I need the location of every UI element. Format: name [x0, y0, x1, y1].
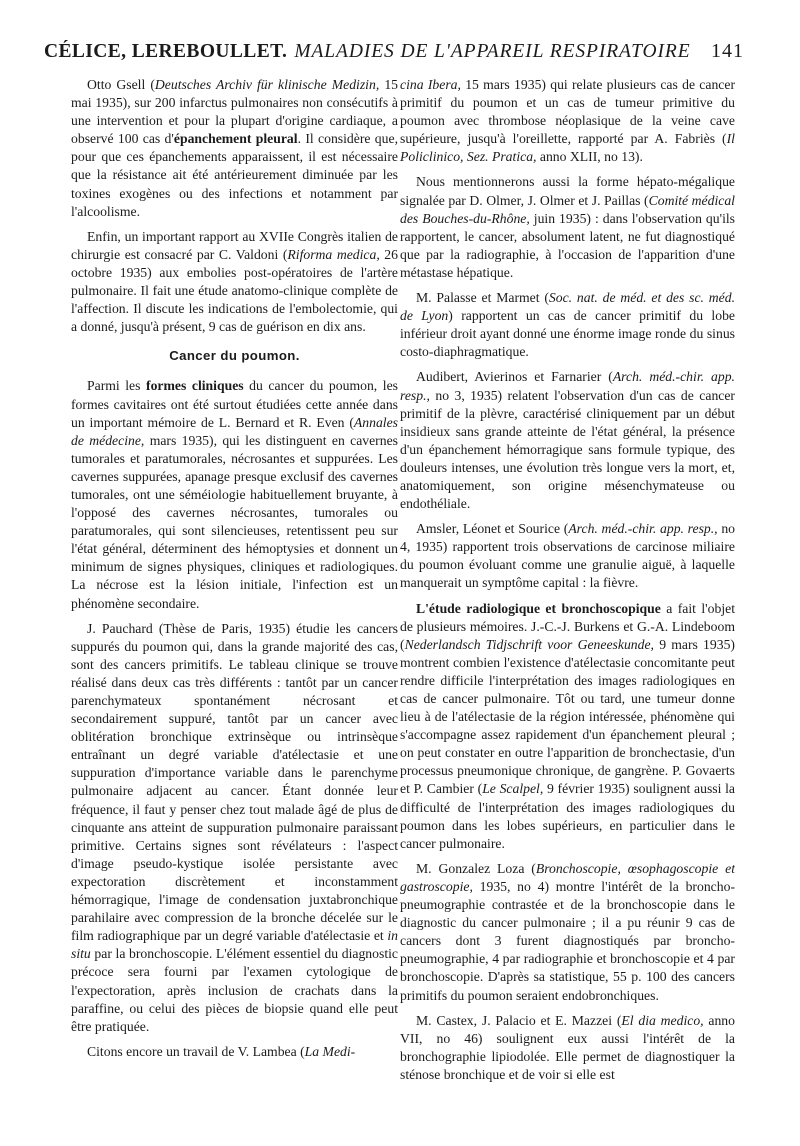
paragraph-gonzalez-loza	[400, 860, 735, 1005]
text-run: M. Gonzalez Loza (	[416, 860, 536, 876]
citation-journal: cina Ibera,	[400, 77, 461, 92]
paragraph-valdoni	[71, 228, 398, 337]
italic-term: in situ	[71, 928, 398, 962]
text-run: 9 février 1935) soulignent aussi la difficulté de l'interprétation des images radiologiques du poumon dans les lobes supérieurs, en particulier dans le cancer pulmonaire.	[400, 781, 735, 851]
section-heading: Cancer du poumon.	[169, 348, 300, 364]
page-number: 141	[711, 40, 744, 62]
text-run: par la bronchoscopie. L'élément essentiel du diagnostic précoce sera fourni par l'examen cytologique de l'expectoration, après inclusion de crachats dans la paraffine, ou celui des pièces de biopsie quand elle peut être pratiquée.	[71, 946, 398, 1034]
text-run: juin 1935) : dans l'observation qu'ils rapportent, le cancer, absolument latent, ne fut diagnostiqué que par la radiographie, à l'occasion de l'apparition d'une métastase hépatique.	[400, 210, 735, 280]
paragraph-pauchard	[71, 620, 398, 1036]
header-authors: CÉLICE, LEREBOULLET.	[44, 41, 288, 62]
text-run: Enfin, un important rapport au XVIIe Congrès italien de chirurgie est consacré par C. Valdoni (	[71, 228, 398, 262]
citation-journal: Bronchoscopie, œsophagoscopie et gastroscopie,	[400, 860, 735, 894]
bold-term: L'étude radiologique et bronchoscopique	[416, 600, 661, 616]
running-header	[44, 40, 744, 70]
citation-journal: El dia medico,	[621, 1012, 704, 1028]
text-run: Amsler, Léonet et Sourice (	[416, 521, 569, 537]
text-run: J. Pauchard (Thèse de Paris, 1935) étudie les cancers suppurés du poumon qui, dans la grande majorité des cas, sont des cancers primitifs. Le tableau clinique se trouve réalisé dans deux cas très différents : tantôt par un cancer parenchymateux spontanément nécrosant et secondairement suppuré, tantôt par un cancer avec oblitération bronchique extrinsèque ou intrinsèque entraînant un degré variable d'atélectasie et une suppuration d'importance variable dans le parenchyme pulmonaire adjacent au cancer. Étant donnée leur fréquence, il faut y penser chez tout malade âgé de plus de cinquante ans atteint de suppuration pulmonaire paraissant primitive. Certains signes sont révélateurs : l'aspect d'image pseudo-kystique isolée persistante avec expectoration discrètement et inconstamment hémorragique, l'image de condensation juxtabronchique parahilaire avec compression de la bronche décelée sur le film radiographique par un degré variable d'atélectasie et	[71, 620, 398, 944]
citation-journal: Soc. nat. de méd. et des sc. méd. de Lyon	[400, 290, 735, 324]
text-run: 1935, no 4) montre l'intérêt de la broncho-pneumographie contrastée et de la bronchoscopie dans le diagnostic du cancer pulmonaire ; il a pu réunir 9 cas de cancers dont 3 furent diagnostiqués par broncho-pneumographie, 4 par radiographie et bronchoscopie et 4 par bronchoscopie. D'après sa statistique, 55 p. 100 des cancers primitifs du poumon seraient endobronchiques.	[400, 878, 735, 1003]
paragraph-castex	[400, 1012, 735, 1084]
text-run: no 3, 1935) relatent l'observation d'un cas de cancer primitif de la plèvre, caractérisé cliniquement par un début insidieux sans grande atteinte de l'état général, la présence d'un épanchement hémorragique sans formule typique, des douleurs intenses, une évolution très longue vers la mort, et, anatomiquement, son origine mésenchymateuse ou endothéliale.	[400, 387, 735, 512]
header-title: MALADIES DE L'APPAREIL RESPIRATOIRE	[294, 41, 691, 62]
text-run: M. Palasse et Marmet (	[416, 290, 549, 306]
citation-journal: Arch. méd.-chir. app. resp.,	[568, 521, 718, 537]
right-column	[400, 76, 735, 1131]
text-run: Audibert, Avierinos et Farnarier (	[416, 369, 613, 385]
text-run: Citons encore un travail de V. Lambea (	[87, 1043, 305, 1059]
text-run: Otto Gsell (	[87, 77, 155, 92]
paragraph-palasse	[400, 289, 735, 361]
text-run: M. Castex, J. Palacio et E. Mazzei (	[416, 1012, 622, 1028]
citation-journal: Nederlandsch Tidjschrift voor Geneeskunde,	[404, 636, 654, 652]
citation-journal: Le Scalpel,	[482, 781, 544, 797]
text-run: . Il considère que, pour que ces épanchements apparaissent, il est nécessaire que la résistance ait été antérieurement diminuée par les toxines exogènes ou des infections et notamment par l'alcoolisme.	[71, 131, 398, 219]
text-run: 26 octobre 1935) aux embolies post-opératoires de l'artère pulmonaire. Il fait une étude anatomo-clinique complète de l'affection. Il discute les indications de l'embolectomie, qui a donné, jusqu'à présent, 9 cas de guérison en dix ans.	[71, 246, 398, 335]
paragraph-gsell	[71, 76, 398, 221]
citation-journal: Annales de médecine,	[71, 414, 398, 448]
paragraph-audibert	[400, 368, 735, 513]
bold-term: formes cliniques	[146, 378, 244, 394]
text-run: a fait l'objet de plusieurs mémoires. J.-C.-J. Burkens et G.-A. Lindeboom (	[400, 600, 735, 652]
text-run: ) rapportent un cas de cancer primitif du lobe inférieur droit ayant donné une énorme image ronde du sinus costo-diaphragmatique.	[400, 308, 735, 360]
text-run: du cancer du poumon, les formes cavitaires ont été surtout étudiées cette année dans un important mémoire de L. Bernard et R. Even (	[71, 378, 398, 430]
paragraph-burkens	[400, 600, 735, 853]
paragraph-amsler	[400, 520, 735, 592]
citation-journal: Arch. méd.-chir. app. resp.,	[400, 369, 735, 403]
text-run: 9 mars 1935) montrent combien l'existence d'atélectasie concomitante peut rendre difficile l'interprétation des images radiologiques en cas de cancer pulmonaire. Tôt ou tard, une tumeur donne lieu à de l'atélectasie de la région intéressée, phénomène qui s'accompagne assez rapidement d'un épanchement pleural ; on peut constater en outre l'apparition de bronchectasie, d'un processus pneumonique chronique, de gangrène. P. Govaerts et P. Cambier (	[400, 636, 735, 797]
text-run: Nous mentionnerons aussi la forme hépato-mégalique signalée par D. Olmer, J. Olmer et J. Paillas (	[400, 174, 735, 208]
text-run: Parmi les	[87, 378, 147, 394]
paragraph-lambea-continued	[400, 76, 735, 166]
bold-term: épanchement pleural	[173, 131, 298, 147]
text-run: mars 1935), qui les distinguent en cavernes tumorales et paratumorales, nécrosantes et suppurées. Les cavernes suppurées, apanage presque exclusif des cavernes tumorales, ont une séméiologie habituellement bruyante, à l'opposé des cavernes nécrosantes, tumorales ou paratumorales, qui sont silencieuses, retentissent peu sur l'état général, déterminent des hémoptysies et donnent un minimum de signes physiques, cliniques et radiologiques. La nécrose est la lésion initiale, l'infection est un phénomène secondaire.	[71, 432, 398, 611]
text-run: anno XLII, no 13).	[536, 149, 643, 165]
citation-journal: Riforma medica,	[287, 246, 380, 262]
text-run: 15 mars 1935) qui relate plusieurs cas de cancer primitif du poumon et un cas de tumeur primitive du poumon avec thrombose néoplasique de la veine cave supérieure, jusqu'à l'oreillette, rapporté par A. Fabriès (	[400, 77, 735, 147]
citation-journal: La Medi-	[304, 1043, 356, 1059]
citation-journal: Comité médical des Bouches-du-Rhône,	[400, 192, 735, 226]
citation-journal: Deutsches Archiv für klinische Medizin,	[154, 77, 380, 92]
citation-journal: Il Policlinico, Sez. Pratica,	[400, 131, 735, 165]
text-run: no 4, 1935) rapportent trois observations de carcinose miliaire du poumon évoluant comme une granulie aiguë, à laquelle manquerait un symptôme capital : la fièvre.	[400, 521, 735, 591]
text-run: 15 mai 1935), sur 200 infarctus pulmonaires non consécutifs à une intervention et pour la plupart d'origine cardiaque, a observé 100 cas d'	[71, 77, 398, 147]
paragraph-bernard-even	[71, 377, 398, 612]
text-run: anno VII, no 46) soulignent eux aussi l'intérêt de la bronchographie lipiodolée. Elle permet de diagnostiquer la sténose bronchique et de voir si elle est	[400, 1012, 735, 1082]
paragraph-olmer	[400, 173, 735, 282]
paragraph-lambea	[71, 1043, 398, 1061]
left-column	[71, 76, 398, 1131]
